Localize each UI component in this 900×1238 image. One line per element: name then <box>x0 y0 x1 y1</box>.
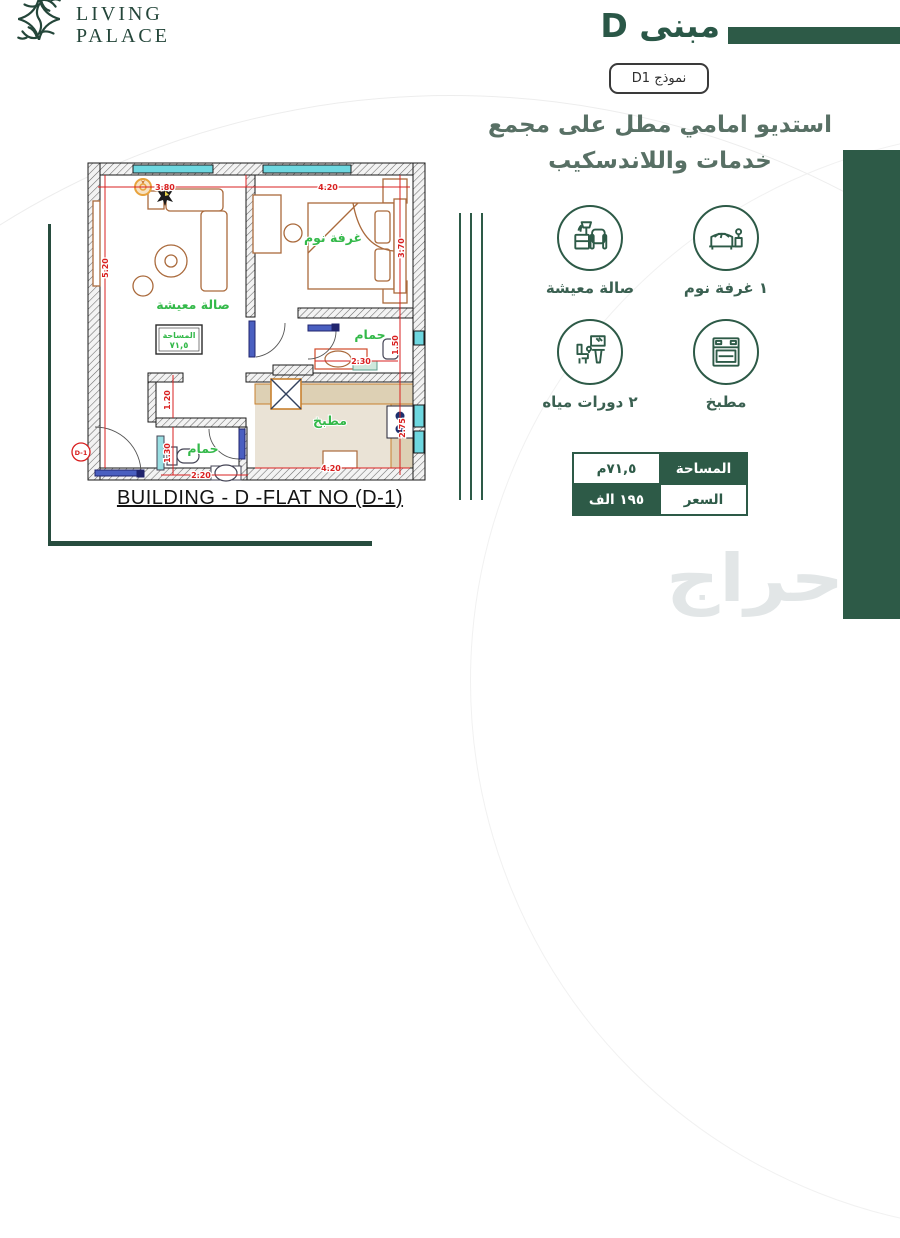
title-accent-bar <box>728 27 900 44</box>
dim-bath2-height: 1.30 <box>163 443 172 463</box>
listing-description <box>478 108 842 179</box>
feature-label: ١ غرفة نوم <box>683 279 769 297</box>
label-bath2: حمام <box>187 441 219 456</box>
sofa-icon <box>557 205 623 271</box>
divider-line-2 <box>470 213 472 500</box>
description-line1: استديو امامي مطل على مجمع <box>487 112 833 138</box>
dim-kitchen-height: 2.75 <box>398 418 407 438</box>
area-box-title: المساحة <box>162 331 196 340</box>
dim-bedroom-height: 3.70 <box>397 238 406 258</box>
price-label: السعر <box>660 484 747 515</box>
stove-icon <box>693 319 759 385</box>
unit-badge <box>72 443 90 461</box>
label-bedroom: غرفة نوم <box>303 230 363 245</box>
building-title: مبنى D <box>600 6 720 45</box>
dim-living-width: 3.80 <box>155 183 175 192</box>
living-furniture <box>93 189 227 296</box>
dim-bath2-width: 2.20 <box>191 471 211 480</box>
feature-living-room <box>522 205 658 297</box>
toilet-icon <box>557 319 623 385</box>
dim-bath1-height: 1.50 <box>391 335 400 355</box>
description-line2: خدمات واللاندسكيب <box>548 147 772 174</box>
area-box <box>156 325 202 354</box>
dim-hall-width: 1.20 <box>163 390 172 410</box>
feature-label: صالة معيشة <box>545 279 635 297</box>
label-bath1: حمام <box>354 327 386 342</box>
divider-line-1 <box>459 213 461 500</box>
price-value: ١٩٥ الف <box>573 484 660 515</box>
feature-kitchen <box>658 319 794 411</box>
label-kitchen: مطبخ <box>312 413 348 428</box>
table-row-area <box>573 453 747 484</box>
feature-label: مطبخ <box>705 393 747 411</box>
floor-plan <box>53 153 433 498</box>
area-box-value: ٧١,٥ <box>169 341 189 351</box>
living-palace-ornament-icon <box>10 0 68 48</box>
dim-kitchen-width: 4.20 <box>321 464 341 473</box>
brand-line2: PALACE <box>76 25 170 47</box>
dim-bath1-width: 2.30 <box>351 357 371 366</box>
brand-logo <box>10 0 170 48</box>
feature-label: ٢ دورات مياه <box>542 393 638 411</box>
feature-bedroom <box>658 205 794 297</box>
divider-line-3 <box>481 213 483 500</box>
feature-bathrooms <box>522 319 658 411</box>
left-bracket-horizontal <box>48 541 372 546</box>
brand-line1: LIVING <box>76 3 163 26</box>
plan-caption: BUILDING - D -FLAT NO (D-1) <box>116 487 404 509</box>
shaft-box <box>271 379 301 409</box>
label-living: صالة معيشة <box>156 297 230 312</box>
dim-bedroom-width: 4.20 <box>318 183 338 192</box>
area-value: ٧١,٥م <box>573 453 660 484</box>
area-label: المساحة <box>660 453 747 484</box>
brand-name <box>76 0 170 48</box>
left-bracket-vertical <box>48 224 51 546</box>
bed-icon <box>693 205 759 271</box>
unit-badge-text: D-1 <box>74 449 88 457</box>
summary-table <box>572 452 748 516</box>
table-row-price <box>573 484 747 515</box>
haraj-watermark: حراج <box>666 540 844 617</box>
model-badge: نموذج D1 <box>609 63 709 94</box>
features-grid <box>522 205 794 411</box>
dim-left-height: 5.20 <box>101 258 110 278</box>
